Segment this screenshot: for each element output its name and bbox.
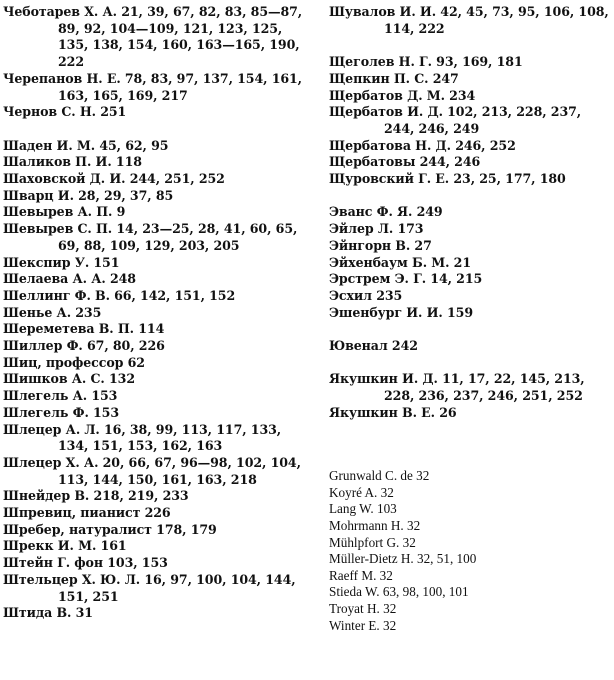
index-entry: Щеголев Н. Г. 93, 169, 181 [329,54,523,70]
index-entry: Шеллинг Ф. В. 66, 142, 151, 152 [3,287,236,303]
index-entry: Черепанов Н. Е. 78, 83, 97, 137, 154, 161, 163, 165, 169, 217 [3,70,302,103]
group-spacer [329,321,611,338]
index-entry: Штейн Г. фон 103, 153 [3,555,168,571]
index-entry-latin: Stieda W. 63, 98, 100, 101 [329,584,469,600]
index-entry: Ювенал 242 [329,338,418,354]
index-entry: Шувалов И. И. 42, 45, 73, 95, 106, 108, 114, 222 [329,4,609,36]
index-entry: Шнейдер В. 218, 219, 233 [3,488,189,504]
index-entry: Шлецер А. Л. 16, 38, 99, 113, 117, 133, 134, 151, 153, 162, 163 [3,421,282,454]
index-entry: Шиллер Ф. 67, 80, 226 [3,338,165,354]
index-entry: Щербатовы 244, 246 [329,154,481,170]
entry-group-yu [329,338,611,355]
index-entry: Щербатова Н. Д. 246, 252 [329,137,516,153]
group-spacer [329,37,611,54]
group-spacer [329,355,611,372]
index-entry: Шереметева В. П. 114 [3,321,165,337]
index-entry: Якушкин В. Е. 26 [329,404,457,420]
index-entry: Щербатов Д. М. 234 [329,87,476,103]
index-entry: Чеботарев Х. А. 21, 39, 67, 82, 83, 85—87, 89, 92, 104—109, 121, 123, 125, 135, 138, 154, 160, 163—165, 190, 222 [3,4,303,70]
index-entry: Шрекк И. М. 161 [3,538,127,554]
index-entry: Шаховской Д. И. 244, 251, 252 [3,171,225,187]
index-entry-latin: Koyré A. 32 [329,484,394,500]
index-entry-latin: Grunwald C. de 32 [329,468,430,484]
index-entry: Шевырев С. П. 14, 23—25, 28, 41, 60, 65, 69, 88, 109, 129, 203, 205 [3,221,298,253]
index-entry: Эшенбург И. И. 159 [329,304,473,320]
index-entry: Шаден И. М. 45, 62, 95 [3,137,169,153]
index-entry-latin: Lang W. 103 [329,501,397,517]
index-column-left [3,4,303,622]
section-spacer [329,422,611,452]
index-entry-latin: Raeff M. 32 [329,567,393,583]
index-entry: Эйнгорн В. 27 [329,237,432,253]
index-entry: Шиц, профессор 62 [3,354,145,370]
index-entry-latin: Mühlpfort G. 32 [329,534,416,550]
index-entry: Шелаева А. А. 248 [3,271,136,287]
entry-group-ch [3,4,303,121]
group-spacer [3,121,303,138]
group-spacer [329,188,611,205]
index-entry: Эйлер Л. 173 [329,221,424,237]
entry-group-sh [3,138,303,622]
index-entry: Щербатов И. Д. 102, 213, 228, 237, 244, 246, 249 [329,104,582,136]
index-entry: Шлегель Ф. 153 [3,404,120,420]
index-entry: Чернов С. Н. 251 [3,104,127,120]
index-entry: Эсхил 235 [329,287,403,303]
entry-group-ya [329,371,611,421]
index-entry-latin: Müller-Dietz H. 32, 51, 100 [329,551,477,567]
index-entry: Штида В. 31 [3,605,93,621]
entry-group-shu [329,4,611,37]
group-spacer [329,452,611,469]
index-entry: Эванс Ф. Я. 249 [329,204,443,220]
index-entry: Шпревиц, пианист 226 [3,505,171,521]
index-entry-latin: Mohrmann H. 32 [329,517,421,533]
index-column-right [329,4,611,634]
index-entry: Шлецер Х. А. 20, 66, 67, 96—98, 102, 104, 113, 144, 150, 161, 163, 218 [3,454,301,487]
index-entry: Шварц И. 28, 29, 37, 85 [3,187,174,203]
index-entry: Шаликов П. И. 118 [3,154,142,170]
index-entry: Штельцер Х. Ю. Л. 16, 97, 100, 104, 144, 151, 251 [3,571,296,604]
index-entry: Щуровский Г. Е. 23, 25, 177, 180 [329,171,566,187]
index-entry: Шекспир У. 151 [3,254,120,270]
index-entry: Якушкин И. Д. 11, 17, 22, 145, 213, 228, 236, 237, 246, 251, 252 [329,371,585,404]
entry-group-latin [329,468,611,634]
index-entry: Шевырев А. П. 9 [3,204,126,220]
index-entry: Щепкин П. С. 247 [329,70,459,86]
index-entry: Шенье А. 235 [3,304,102,320]
entry-group-shch [329,54,611,188]
index-entry: Шребер, натуралист 178, 179 [3,521,217,537]
index-entry-latin: Winter E. 32 [329,617,397,633]
index-entry: Эрстрем Э. Г. 14, 215 [329,271,483,287]
index-entry-latin: Troyat H. 32 [329,600,397,616]
entry-group-e [329,204,611,321]
index-entry: Эйхенбаум Б. М. 21 [329,254,472,270]
index-entry: Шишков А. С. 132 [3,371,135,387]
index-entry: Шлегель А. 153 [3,388,118,404]
